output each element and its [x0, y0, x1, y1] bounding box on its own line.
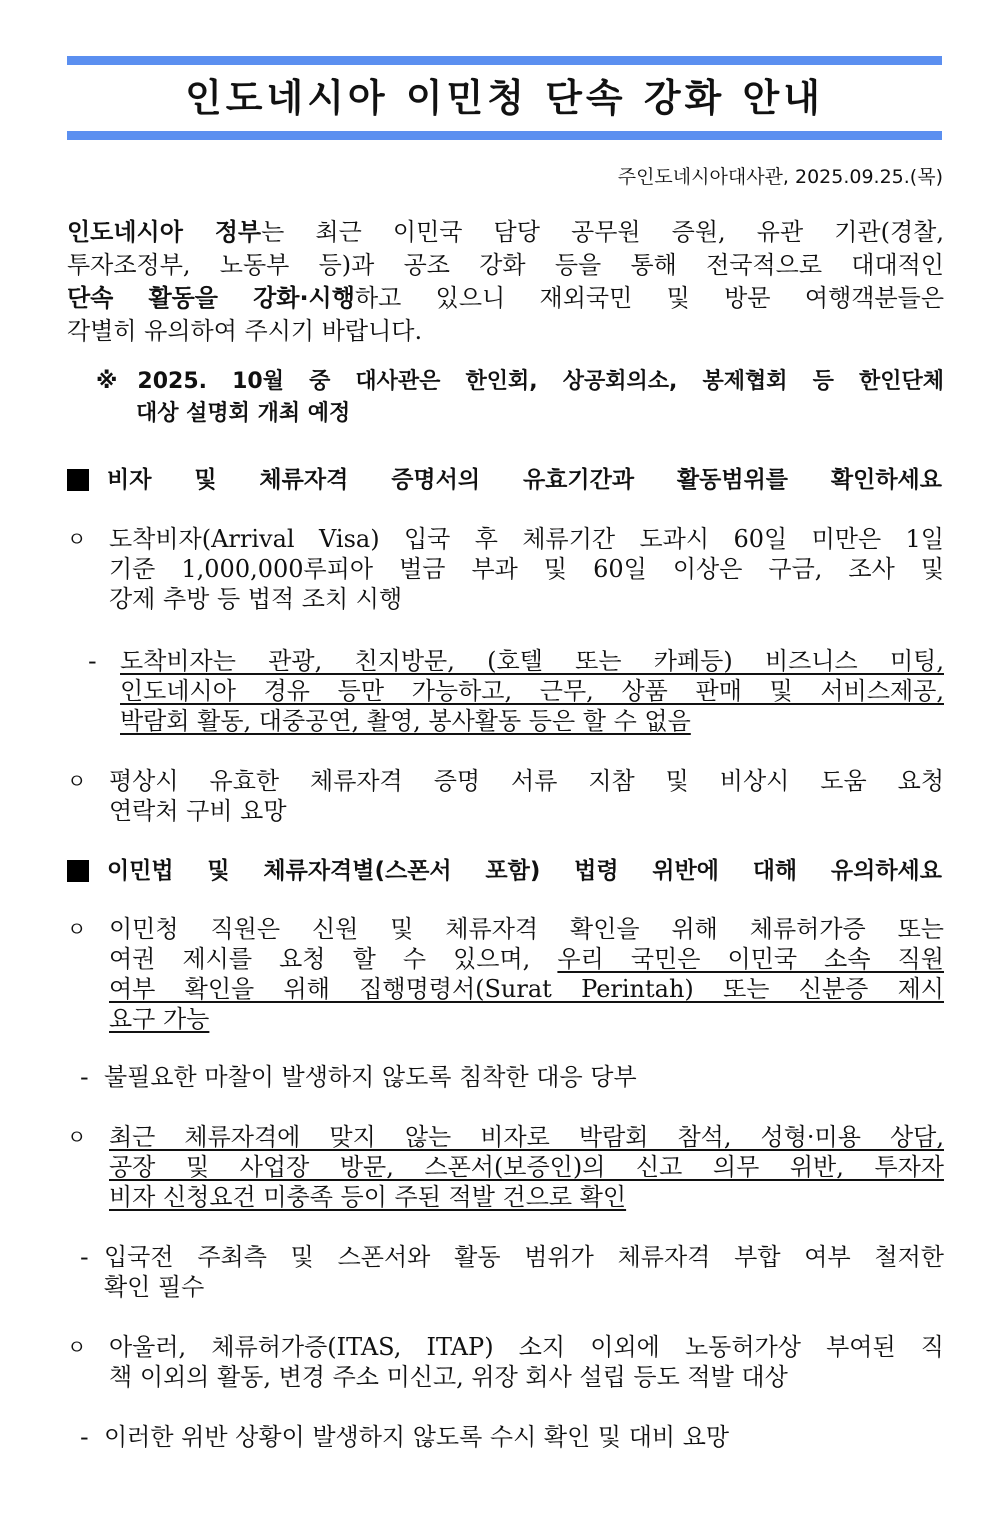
text-segment: 여권 제시를 요청 할 수 있으며,: [109, 945, 558, 973]
text-line: [109, 584, 944, 614]
underlined-text: 박람회 활동, 대중공연, 촬영, 봉사활동 등은 할 수 없음: [120, 707, 691, 735]
text-line: [109, 766, 944, 796]
section-heading-text: 이민법 및 체류자격별(스폰서 포함) 법령 위반에 대해 유의하세요: [107, 858, 942, 884]
list-item-body: [109, 914, 944, 1034]
text-line: [109, 974, 944, 1004]
text-line: [109, 914, 944, 944]
document-title: 인도네시아 이민청 단속 강화 안내: [185, 76, 824, 120]
text-segment: 평상시 유효한 체류자격 증명 서류 지참 및 비상시 도움 요청: [109, 767, 944, 795]
emphasis-text: 단속 활동을 강화·시행: [67, 284, 355, 312]
text-line: [67, 315, 944, 348]
text-line: [109, 1152, 944, 1182]
text-segment: 각별히 유의하여 주시기 바랍니다.: [67, 317, 423, 345]
list-item-body: [109, 1332, 944, 1392]
dash-bullet: -: [80, 1063, 89, 1091]
circle-bullet-icon: ㅇ: [67, 1335, 87, 1359]
text-line: [109, 1182, 944, 1212]
text-line: [104, 1422, 944, 1452]
list-item: [67, 766, 944, 826]
text-line: [109, 796, 944, 826]
list-item-body: [109, 766, 944, 826]
text-segment: 입국전 주최측 및 스폰서와 활동 범위가 체류자격 부합 여부 철저한: [104, 1243, 944, 1271]
text-line: [109, 1004, 944, 1034]
dash-bullet: -: [88, 647, 97, 675]
text-segment: 이민청 직원은 신원 및 체류자격 확인을 위해 체류허가증 또는: [109, 915, 944, 943]
text-segment: 아울러, 체류허가증(ITAS, ITAP) 소지 이외에 노동허가상 부여된 직: [109, 1333, 944, 1361]
notice-note: [96, 366, 944, 430]
square-bullet-icon: [67, 469, 89, 491]
text-segment: 투자조정부, 노동부 등)과 공조 강화 등을 통해 전국적으로 대대적인: [67, 251, 944, 279]
title-rule-top: [67, 56, 942, 65]
list-item: [80, 1422, 944, 1452]
text-line: [109, 944, 944, 974]
circle-bullet-icon: ㅇ: [67, 527, 87, 551]
text-segment: 강제 추방 등 법적 조치 시행: [109, 585, 403, 613]
notice-mark: ※: [96, 369, 118, 394]
section-heading: [67, 464, 942, 496]
square-bullet-icon: [67, 860, 89, 882]
list-item-body: [104, 1062, 944, 1092]
underlined-text: 공장 및 사업장 방문, 스폰서(보증인)의 신고 의무 위반, 투자자: [109, 1153, 944, 1181]
text-line: [120, 676, 944, 706]
title-rule-bottom: [67, 131, 942, 140]
list-item-body: [120, 646, 944, 736]
underlined-text: 비자 신청요건 미충족 등이 주된 적발 건으로 확인: [109, 1183, 627, 1211]
emphasis-text: 인도네시아 정부: [67, 218, 262, 246]
text-segment: 는 최근 이민국 담당 공무원 증원, 유관 기관(경찰,: [261, 218, 944, 246]
notice-line-1: 2025. 10월 중 대사관은 한인회, 상공회의소, 봉제협회 등 한인단체: [137, 369, 944, 394]
underlined-text: 인도네시아 경유 등만 가능하고, 근무, 상품 판매 및 서비스제공,: [120, 677, 944, 705]
list-item: [88, 646, 944, 736]
underlined-text: 요구 가능: [109, 1005, 210, 1033]
underlined-text: 여부 확인을 위해 집행명령서(Surat Perintah) 또는 신분증 제시: [109, 975, 944, 1003]
section-heading-text: 비자 및 체류자격 증명서의 유효기간과 활동범위를 확인하세요: [107, 467, 942, 493]
text-line: [104, 1242, 944, 1272]
list-item: [67, 1122, 944, 1212]
text-line: [104, 1062, 944, 1092]
circle-bullet-icon: ㅇ: [67, 1125, 87, 1149]
list-item-body: [109, 524, 944, 614]
text-segment: 하고 있으니 재외국민 및 방문 여행객분들은: [354, 284, 944, 312]
list-item: [80, 1062, 944, 1092]
list-item-body: [104, 1422, 944, 1452]
list-item: [67, 1332, 944, 1392]
text-line: [109, 1122, 944, 1152]
text-segment: 기준 1,000,000루피아 벌금 부과 및 60일 이상은 구금, 조사 및: [109, 555, 944, 583]
list-item: [80, 1242, 944, 1302]
underlined-text: 우리 국민은 이민국 소속 직원: [557, 945, 944, 973]
text-line: [109, 554, 944, 584]
notice-line-2: 대상 설명회 개최 예정: [136, 401, 351, 426]
issuer-date: 주인도네시아대사관, 2025.09.25.(목): [617, 166, 943, 188]
intro-paragraph: [67, 216, 944, 348]
text-line: [67, 216, 944, 249]
list-item-body: [104, 1242, 944, 1302]
text-line: [120, 646, 944, 676]
text-line: [109, 1332, 944, 1362]
text-segment: 도착비자(Arrival Visa) 입국 후 체류기간 도과시 60일 미만은 1일: [109, 525, 944, 553]
list-item: [67, 524, 944, 614]
text-segment: 연락처 구비 요망: [109, 797, 287, 825]
circle-bullet-icon: ㅇ: [67, 917, 87, 941]
list-item: [67, 914, 944, 1034]
text-segment: 이러한 위반 상황이 발생하지 않도록 수시 확인 및 대비 요망: [104, 1423, 730, 1451]
text-segment: 책 이외의 활동, 변경 주소 미신고, 위장 회사 설립 등도 적발 대상: [109, 1363, 788, 1391]
list-item-body: [109, 1122, 944, 1212]
text-line: [104, 1272, 944, 1302]
text-line: [109, 1362, 944, 1392]
text-line: [120, 706, 944, 736]
text-line: [109, 524, 944, 554]
text-segment: 불필요한 마찰이 발생하지 않도록 침착한 대응 당부: [104, 1063, 637, 1091]
section-heading: [67, 855, 942, 887]
text-segment: 확인 필수: [104, 1273, 205, 1301]
dash-bullet: -: [80, 1243, 89, 1271]
text-line: [67, 249, 944, 282]
underlined-text: 최근 체류자격에 맞지 않는 비자로 박람회 참석, 성형·미용 상담,: [109, 1123, 944, 1151]
underlined-text: 도착비자는 관광, 친지방문, (호텔 또는 카페등) 비즈니스 미팅,: [120, 647, 944, 675]
circle-bullet-icon: ㅇ: [67, 769, 87, 793]
text-line: [67, 282, 944, 315]
dash-bullet: -: [80, 1423, 89, 1451]
